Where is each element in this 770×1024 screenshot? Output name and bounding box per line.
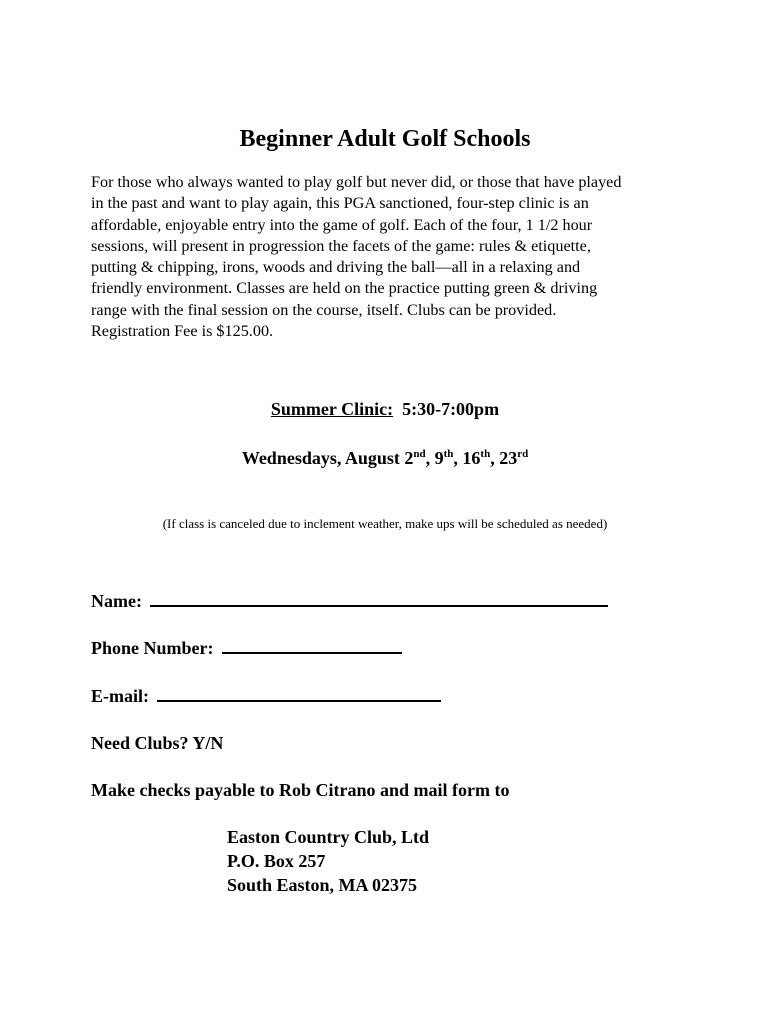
email-label: E-mail: xyxy=(91,686,149,706)
clinic-dates xyxy=(0,446,770,470)
address-line: Easton Country Club, Ltd xyxy=(227,827,430,847)
intro-line: sessions, will present in progression the facets of the game: rules & etiquette, xyxy=(91,236,591,255)
name-blank[interactable] xyxy=(150,589,608,607)
mailing-address xyxy=(227,825,429,897)
address-line: P.O. Box 257 xyxy=(227,851,326,871)
ordinal-suffix: nd xyxy=(413,448,426,460)
intro-line: in the past and want to play again, this PGA sanctioned, four-step clinic is an xyxy=(91,194,589,213)
intro-paragraph xyxy=(91,172,691,342)
page-title: Beginner Adult Golf Schools xyxy=(239,126,531,152)
intro-line: For those who always wanted to play golf but never did, or those that have played xyxy=(91,173,622,191)
weather-note: (If class is canceled due to inclement weather, make ups will be scheduled as needed) xyxy=(162,516,608,531)
intro-line: Registration Fee is $125.00. xyxy=(91,322,274,341)
phone-field[interactable] xyxy=(91,636,402,660)
clinic-label: Summer Clinic: xyxy=(270,399,394,419)
dates-prefix: Wednesdays, August 2 xyxy=(241,448,414,468)
ordinal-suffix: rd xyxy=(517,448,529,460)
clubs-question: Need Clubs? Y/N xyxy=(91,733,224,753)
email-blank[interactable] xyxy=(157,684,441,702)
intro-line: affordable, enjoyable entry into the game of golf. Each of the four, 1 1/2 hour xyxy=(91,215,593,234)
name-label: Name: xyxy=(91,591,142,611)
ordinal-suffix: th xyxy=(443,448,454,460)
ordinal-suffix: th xyxy=(480,448,491,460)
phone-label: Phone Number: xyxy=(91,638,214,658)
name-field[interactable] xyxy=(91,589,608,613)
date-item: , 9 xyxy=(425,448,444,468)
payment-instruction: Make checks payable to Rob Citrano and mail form to xyxy=(91,780,510,800)
intro-line: friendly environment. Classes are held on the practice putting green & driving xyxy=(91,279,598,298)
email-field[interactable] xyxy=(91,684,441,708)
clinic-heading xyxy=(0,397,770,421)
clinic-time: 5:30-7:00pm xyxy=(402,399,500,419)
intro-line: putting & chipping, irons, woods and driving the ball—all in a relaxing and xyxy=(91,258,581,277)
date-item: , 23 xyxy=(490,448,518,468)
date-item: , 16 xyxy=(453,448,481,468)
intro-line: range with the final session on the course, itself. Clubs can be provided. xyxy=(91,300,557,319)
phone-blank[interactable] xyxy=(222,636,402,654)
address-line: South Easton, MA 02375 xyxy=(227,875,418,895)
